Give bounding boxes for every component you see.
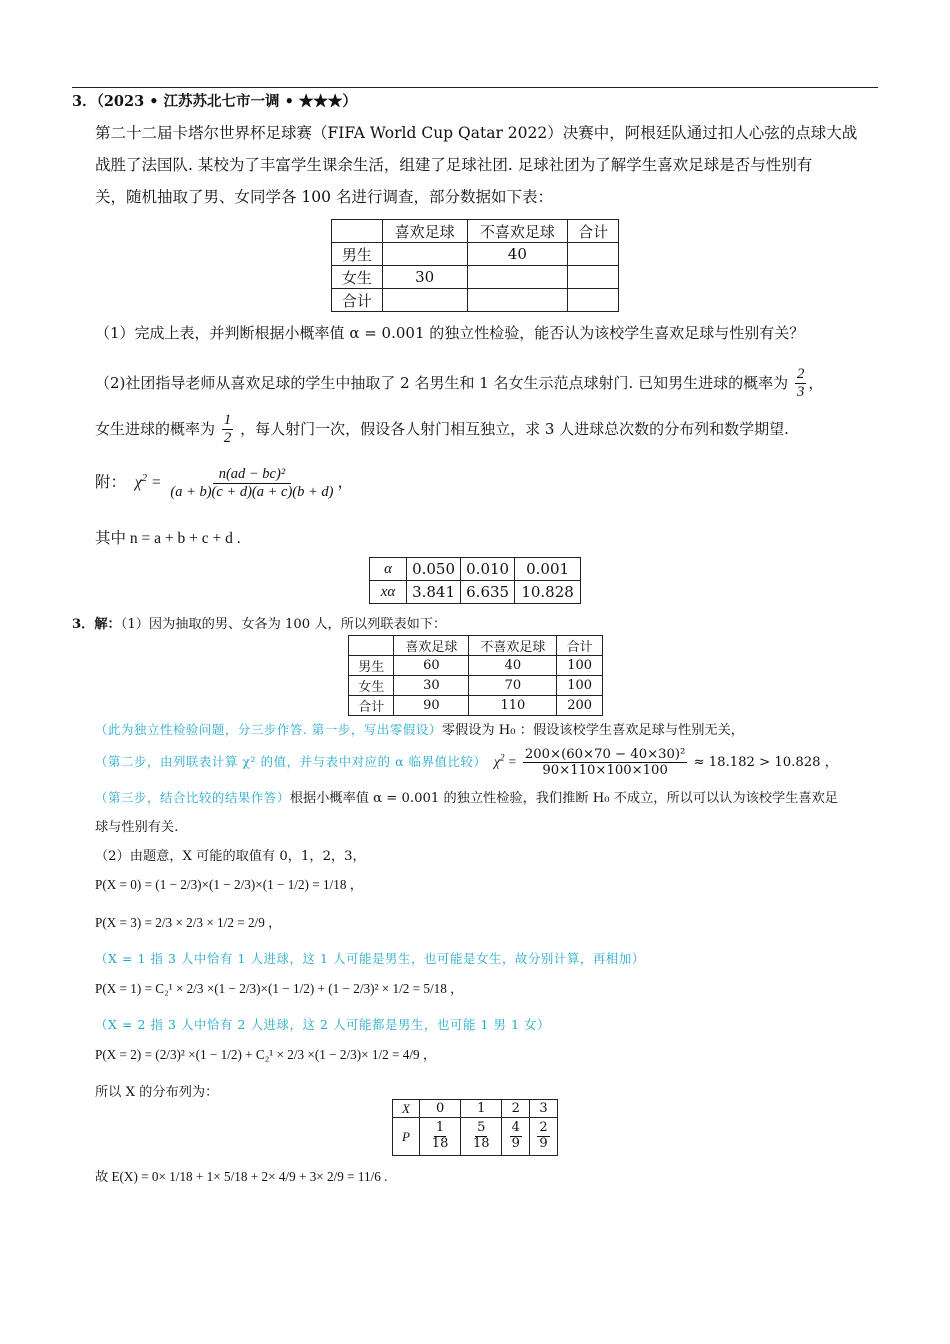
table-cell: 0.010	[461, 558, 515, 581]
table-cell: 0.050	[407, 558, 461, 581]
table-cell: xα	[370, 581, 407, 604]
table-cell	[502, 1118, 530, 1156]
table-cell	[382, 289, 467, 312]
chi-square-formula	[168, 466, 335, 500]
table-cell	[461, 1118, 502, 1156]
solution-contingency-table	[348, 635, 603, 716]
frac-den: 9	[511, 1136, 520, 1151]
frac-num: 2	[539, 1120, 548, 1136]
frac-num: 4	[511, 1120, 520, 1136]
table-cell: 60	[394, 656, 469, 676]
table-cell: 70	[469, 676, 557, 696]
critical-value-table	[369, 557, 581, 604]
table-cell: 1	[461, 1100, 502, 1118]
chi-calc-denominator: 90×110×100×100	[542, 763, 668, 779]
table-cell: 男生	[349, 656, 394, 676]
solution-part-2: （2）由题意，X 可能的取值有 0，1，2，3，	[95, 849, 366, 864]
table-cell: 90	[394, 696, 469, 716]
table-cell: 110	[469, 696, 557, 716]
table-cell: 30	[382, 266, 467, 289]
table-cell: 女生	[349, 676, 394, 696]
solution-text: （1）因为抽取的男、女各为 100 人，所以列联表如下：	[120, 617, 447, 632]
table-cell	[568, 266, 619, 289]
table-cell: 男生	[332, 243, 383, 266]
n-definition: 其中 n = a + b + c + d .	[95, 530, 241, 547]
step-text: 零假设为 H₀ ：假设该校学生喜欢足球与性别无关，	[441, 723, 744, 738]
table-header: 合计	[568, 220, 619, 243]
chi-square-calculation	[523, 747, 687, 778]
question-2-line-1: （2)社团指导老师从喜欢足球的学生中抽取了 2 名男生和 1 名女生示范点球射门. 已知男生进球的概率为 $\frac{2}{3}$ ，	[95, 366, 824, 401]
table-cell: 6.635	[461, 581, 515, 604]
problem-para-2: 战胜了法国队. 某校为了丰富学生课余生活，组建了足球社团. 足球社团为了解学生喜欢足球是否与性别有	[95, 156, 813, 174]
table-cell	[568, 289, 619, 312]
table-cell	[467, 289, 568, 312]
probability-x2: P(X = 2) = (2/3)² ×(1 − 1/2) + C₂¹ × 2/3 ×(1 − 2/3)× 1/2 = 4/9 ，	[95, 1047, 437, 1062]
table-header: 合计	[557, 636, 603, 656]
table-cell: 100	[557, 656, 603, 676]
annotation-note: （此为独立性检验问题，分三步作答. 第一步，写出零假设）	[95, 722, 442, 737]
table-cell	[332, 220, 383, 243]
fraction-2-3: $\frac{2}{3}$	[796, 366, 805, 401]
annotation-note: （X = 1 指 3 人中恰有 1 人进球，这 1 人可能是男生，也可能是女生，故分别计算，再相加）	[95, 951, 645, 966]
chi-formula-denominator: (a + b)(c + d)(a + c)(b + d)	[170, 483, 334, 500]
table-cell: 3	[530, 1100, 558, 1118]
table-cell: 3.841	[407, 581, 461, 604]
annotation-note: （第二步，由列联表计算 χ² 的值，并与表中对应的 α 临界值比较）	[95, 754, 487, 770]
table-cell	[382, 243, 467, 266]
problem-para-3: 关，随机抽取了男、女同学各 100 名进行调查，部分数据如下表：	[95, 188, 553, 206]
problem-contingency-table	[331, 219, 619, 312]
fraction-1-2: $\frac{1}{2}$	[223, 412, 232, 447]
distribution-table	[392, 1099, 558, 1156]
table-cell: 30	[394, 676, 469, 696]
table-cell: 女生	[332, 266, 383, 289]
table-cell: 0.001	[515, 558, 581, 581]
table-cell	[568, 243, 619, 266]
table-cell: 100	[557, 676, 603, 696]
table-cell: X	[393, 1100, 420, 1118]
solution-step-1	[95, 719, 744, 738]
question-2-text-b: ，每人射门一次，假设各人射门相互独立，求 3 人进球总次数的分布列和数学期望.	[240, 419, 789, 438]
table-cell: 40	[467, 243, 568, 266]
expectation: 故 E(X) = 0× 1/18 + 1× 5/18 + 2× 4/9 + 3× 2/9 = 11/6 .	[95, 1169, 388, 1184]
solution-step-2: （第二步，由列联表计算 χ² 的值，并与表中对应的 α 临界值比较） $\chi^2$ = $\frac{\text{200×(60×70 − 40×30)²}}{90\times 110\times 100\times 100}$ ≈ 18.182 > 10.828 ，	[95, 747, 838, 779]
table-header: 不喜欢足球	[469, 636, 557, 656]
table-header: 不喜欢足球	[467, 220, 568, 243]
table-cell: 40	[469, 656, 557, 676]
frac-num: 1	[435, 1120, 445, 1136]
solution-line-1	[72, 613, 446, 632]
frac-den: 9	[539, 1136, 548, 1151]
table-cell	[420, 1118, 461, 1156]
step-text: 根据小概率值 α = 0.001 的独立性检验，我们推断 H₀ 不成立，所以可以认为该校学生喜欢足	[289, 791, 838, 806]
table-cell: 200	[557, 696, 603, 716]
table-cell: 10.828	[515, 581, 581, 604]
annotation-note: （第三步，结合比较的结果作答）	[95, 790, 290, 805]
table-cell: 2	[502, 1100, 530, 1118]
frac-den: 18	[472, 1136, 490, 1151]
table-cell: 合计	[349, 696, 394, 716]
top-rule	[72, 87, 878, 88]
frac-den: 18	[431, 1136, 449, 1151]
table-header: 喜欢足球	[382, 220, 467, 243]
problem-para-1: 第二十二届卡塔尔世界杯足球赛（FIFA World Cup Qatar 2022）决赛中，阿根廷队通过扣人心弦的点球大战	[95, 124, 858, 142]
table-cell: 合计	[332, 289, 383, 312]
table-header: 喜欢足球	[394, 636, 469, 656]
appendix-formula: 附： $\chi^2$ = $\frac{\text{n(ad − bc)²}}{(a + b)(c + d)(a + c)(b + d)}$ ，	[95, 466, 354, 500]
problem-header: 3．（2023 • 江苏苏北七市一调 • ★★★）	[72, 93, 357, 110]
chi-calc-result: ≈ 18.182 > 10.828 ，	[693, 755, 838, 771]
distribution-intro: 所以 X 的分布列为：	[95, 1085, 219, 1100]
probability-x0: P(X = 0) = (1 − 2/3)×(1 − 2/3)×(1 − 1/2) = 1/18 ，	[95, 877, 363, 892]
solution-step-3-cont: 球与性别有关.	[95, 820, 179, 835]
table-cell	[530, 1118, 558, 1156]
question-2-text: （2)社团指导老师从喜欢足球的学生中抽取了 2 名男生和 1 名女生示范点球射门. 已知男生进球的概率为	[95, 373, 789, 392]
frac-num: 5	[477, 1120, 486, 1136]
chi-formula-numerator: n(ad − bc)²	[213, 466, 291, 484]
solution-label: 3．解：	[72, 617, 121, 632]
table-cell: α	[370, 558, 407, 581]
probability-x1: P(X = 1) = C₂¹ × 2/3 ×(1 − 2/3)×(1 − 1/2) + (1 − 2/3)² × 1/2 = 5/18 ，	[95, 981, 464, 996]
question-2-text-a: 女生进球的概率为	[95, 419, 216, 438]
table-cell: 0	[420, 1100, 461, 1118]
annotation-note: （X = 2 指 3 人中恰有 2 人进球，这 2 人可能都是男生，也可能 1 男 1 女）	[95, 1017, 551, 1032]
solution-step-3	[95, 787, 838, 806]
appendix-label: 附：	[95, 473, 127, 492]
question-2-line-2	[95, 412, 789, 448]
table-cell: P	[393, 1118, 420, 1156]
table-cell	[467, 266, 568, 289]
probability-x3: P(X = 3) = 2/3 × 2/3 × 1/2 = 2/9 ，	[95, 915, 282, 930]
question-1: （1）完成上表，并判断根据小概率值 α = 0.001 的独立性检验，能否认为该校学生喜欢足球与性别有关？	[95, 324, 805, 342]
table-cell	[349, 636, 394, 656]
chi-calc-numerator: 200×(60×70 − 40×30)²	[524, 747, 686, 762]
